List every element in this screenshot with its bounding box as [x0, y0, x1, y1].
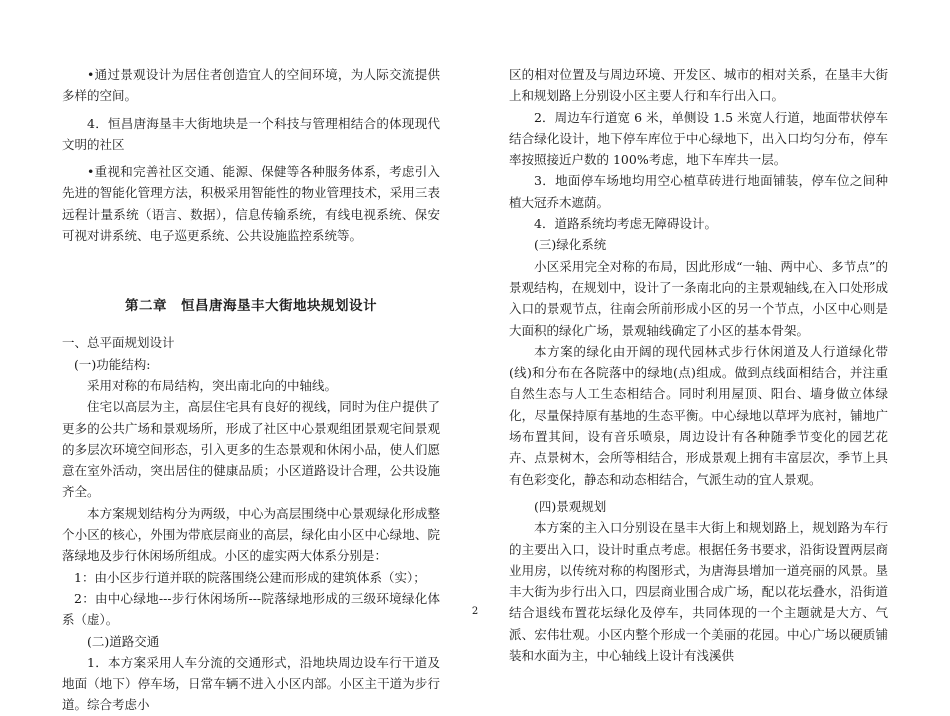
bullet-paragraph-2: •重视和完善社区交通、能源、保健等各种服务体系，考虑引入先进的智能化管理方法，积极采用智能性的物业管理技术，采用三表远程计量系统（语言、数据），信息传输系统，有线电视系统、保安可视对讲系统、电子巡更系统、公共设施监控系统等。	[62, 164, 440, 244]
body-paragraph: 小区采用完全对称的布局，因此形成“一轴、两中心、多节点”的景观结构，在规划中，设计了一条南北向的主景观轴线,在入口处形成入口的景观节点，往南会所前形成小区的另一个节点，小区中心则是大面积的绿化广场，景观轴线确定了小区的基本骨架。	[509, 258, 888, 338]
right-column	[509, 64, 888, 666]
page-number: 2	[471, 606, 479, 617]
list-item: 2：由中心绿地---步行休闲场所---院落绿地形成的三级环境绿化体系（虚）。	[62, 590, 440, 628]
body-paragraph: 区的相对位置及与周边环境、开发区、城市的相对关系，在垦丰大街上和规划路上分别设小区主要人行和车行出入口。	[509, 67, 888, 104]
subsection-heading-4: (四)景观规划	[534, 498, 607, 514]
section-heading-1: 一、总平面规划设计	[62, 335, 175, 351]
item-4-heading: 4．恒昌唐海垦丰大街地块是一个科技与管理相结合的体现现代文明的社区	[62, 115, 440, 152]
chapter-title: 第二章 恒昌唐海垦丰大街地块规划设计	[125, 298, 377, 315]
left-column	[62, 64, 440, 716]
body-paragraph: 采用对称的布局结构，突出南北向的中轴线。	[87, 377, 338, 393]
list-item: 1：由小区步行道并联的院落围绕公建而形成的建筑体系（实）；	[74, 569, 426, 585]
subsection-heading-1: (一)功能结构:	[74, 356, 151, 372]
body-paragraph: 3．地面停车场地均用空心植草砖进行地面铺装，停车位之间种植大冠乔木遮荫。	[509, 173, 888, 210]
body-paragraph: 本方案规划结构分为两级，中心为高层围绕中心景观绿化形成整个小区的核心，外围为带底层商业的高层，绿化由小区中心绿地、院落绿地及步行休闲场所组成。小区的虚实两大体系分别是：	[62, 505, 440, 564]
bullet-paragraph-1: •通过景观设计为居住者创造宜人的空间环境，为人际交流提供多样的空间。	[62, 67, 440, 104]
body-paragraph: 4．道路系统均考虑无障碍设计。	[534, 216, 717, 232]
body-paragraph: 本方案的主入口分别设在垦丰大街上和规划路上，规划路为车行的主要出入口，设计时重点考虑。根据任务书要求，沿街设置两层商业用房，以传统对称的构图形式，为唐海县增加一道亮丽的风景。垦丰大街为步行出入口，四层商业围合成广场，配以花坛叠水，沿街道结合退线布置花坛绿化及停车，共同体现的一个主题就是大方、气派、宏伟壮观。小区内整个形成一个美丽的花园。中心广场以硬质铺装和水面为主，中心轴线上设计有浅溪供	[509, 520, 888, 664]
body-paragraph: 住宅以高层为主，高层住宅具有良好的视线，同时为住户提供了更多的公共广场和景观场所，形成了社区中心景观组团景观宅间景观的多层次环境空间形态，引入更多的生态景观和休闲小品，使人们愿意在室外活动，突出居住的健康品质；小区道路设计合理，公共设施齐全。	[62, 399, 440, 500]
body-paragraph: 本方案的绿化由开阔的现代园林式步行休闲道及人行道绿化带(线)和分布在各院落中的绿地(点)组成。做到点线面相结合，并注重自然生态与人工生态相结合。同时利用屋顶、阳台、墙身做立体绿化，尽量保持原有基地的生态平衡。中心绿地以草坪为底衬，铺地广场布置其间，设有音乐喷泉，周边设计有各种随季节变化的园艺花卉、点景树木，会所等相结合，形成景观上拥有丰富层次，季节上具有色彩变化，静态和动态相结合，气派生动的宜人景观。	[509, 343, 888, 487]
body-paragraph: 2．周边车行道宽 6 米，单侧设 1.5 米宽人行道，地面带状停车结合绿化设计，地下停车库位于中心绿地下，出入口均匀分布，停车率按照接近户数的 100%考虑，地下车库共一层。	[509, 109, 888, 168]
body-paragraph: 1．本方案采用人车分流的交通形式，沿地块周边设车行干道及地面（地下）停车场，日常车辆不进入小区内部。小区主干道为步行道。综合考虑小	[62, 654, 440, 713]
subsection-heading-2: (二)道路交通	[87, 633, 160, 649]
subsection-heading-3: (三)绿化系统	[534, 237, 607, 253]
